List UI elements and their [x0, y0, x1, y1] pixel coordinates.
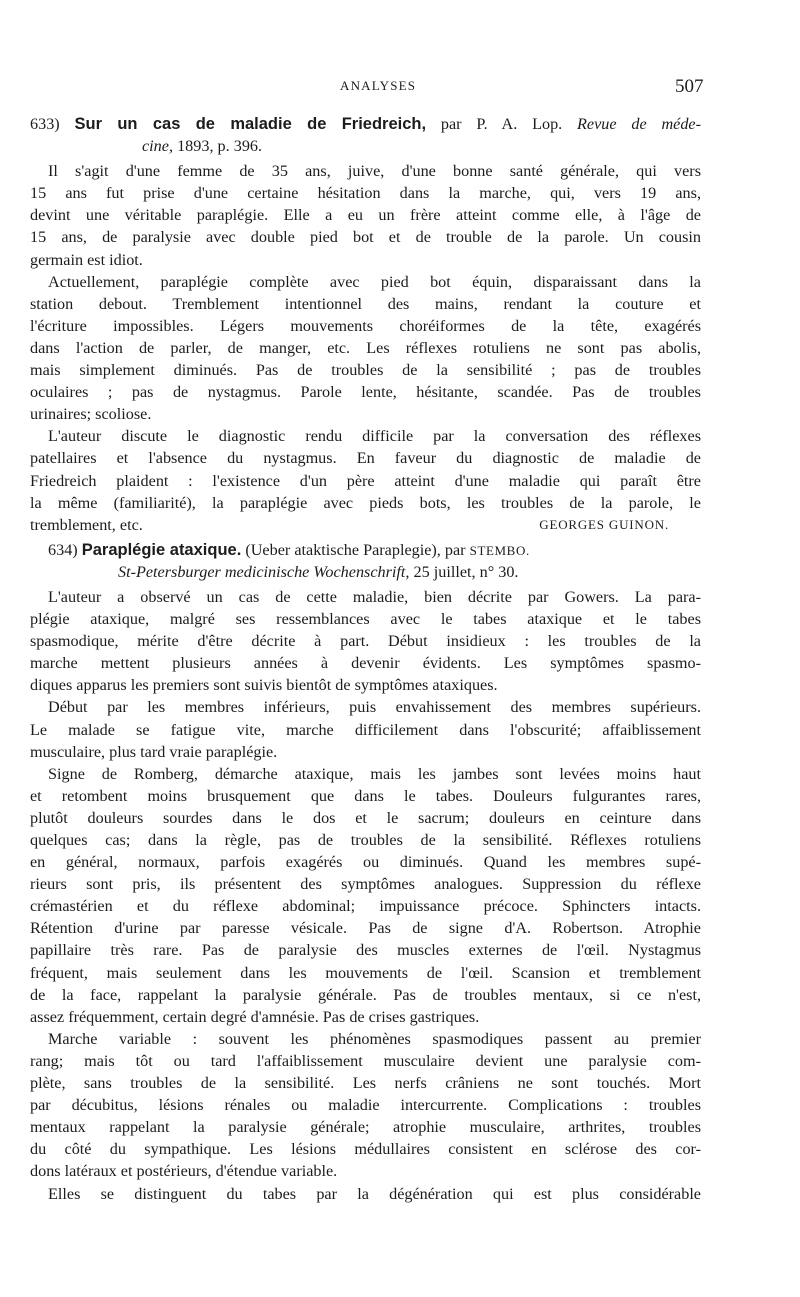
article-number: 633) [30, 115, 60, 133]
author-signature: GEORGES GUINON. [539, 516, 669, 532]
text-line: devint une véritable paraplégie. Elle a eu un frère atteint comme elle, à l'âge de [30, 206, 701, 225]
text-line: L'auteur discute le diagnostic rendu difficile par la conversation des réflexes [48, 427, 701, 446]
text-line: plète, sans troubles de la sensibilité. Les nerfs crâniens ne sont touchés. Mort [30, 1074, 701, 1093]
text-line: Actuellement, paraplégie complète avec pied bot équin, disparaissant dans la [48, 272, 701, 291]
journal-name-cont: cine, [142, 137, 174, 156]
text-line: mais simplement diminués. Pas de troubles de la sensibilité ; pas de troubles [30, 361, 701, 380]
text-line: diques apparus les premiers sont suivis bientôt de symptômes ataxiques. [30, 676, 498, 695]
text-line: tremblement, etc. [30, 515, 143, 534]
article-title: Paraplégie ataxique. [81, 540, 242, 559]
text-line: musculaire, plus tard vraie paraplégie. [30, 742, 278, 761]
text-line: dons latéraux et postérieurs, d'étendue variable. [30, 1162, 338, 1181]
text-line: papillaire très rare. Pas de paralysie des muscles externes de l'œil. Nystagmus [30, 941, 701, 960]
text-line: Début par les membres inférieurs, puis envahissement des membres supérieurs. [48, 698, 701, 717]
article-634-heading [30, 539, 701, 561]
article-634-paragraph-4 [30, 1028, 701, 1183]
text-line: Il s'agit d'une femme de 35 ans, juive, d'une bonne santé générale, qui vers [48, 162, 701, 181]
article-633-reference [30, 135, 701, 157]
text-line: spasmodique, mérite d'être décrite à part. Début insidieux : les troubles de la [30, 632, 701, 651]
text-line: mentaux rappelant la paralysie générale; atrophie musculaire, arthrites, troubles [30, 1118, 701, 1137]
text-line: en général, normaux, parfois exagérés ou diminués. Quand les membres supé- [30, 853, 701, 872]
text-line: Signe de Romberg, démarche ataxique, mais les jambes sont levées moins haut [48, 764, 701, 783]
text-line: Marche variable : souvent les phénomènes spasmodiques passent au premier [48, 1029, 701, 1048]
article-634-paragraph-5 [30, 1183, 701, 1205]
article-634-paragraph-2 [30, 696, 701, 762]
text-line: L'auteur a observé un cas de cette maladie, bien décrite par Gowers. La para- [48, 587, 701, 606]
text-line: patellaires et l'absence du nystagmus. En faveur du diagnostic de maladie de [30, 449, 701, 468]
text-line: Le malade se fatigue vite, marche difficilement dans l'obscurité; affaiblissement [30, 720, 701, 739]
text-line: dans l'action de parler, de manger, etc. Les réflexes rotuliens ne sont pas abolis, [30, 338, 701, 357]
text-line: plutôt douleurs sourdes dans le dos et le sacrum; douleurs en ceinture dans [30, 808, 701, 827]
text-line: fréquent, mais seulement dans les mouvements de l'œil. Scansion et tremblement [30, 963, 701, 982]
text-line: Friedreich plaident : l'existence d'un père atteint d'une maladie qui paraît être [30, 471, 701, 490]
text-line: quelques cas; dans la règle, pas de troubles de la sensibilité. Réflexes rotuliens [30, 831, 701, 849]
text-line: Rétention d'urine par paresse vésicale. Pas de signe d'A. Robertson. Atrophie [30, 919, 701, 938]
text-line: la même (familiarité), la paraplégie avec pieds bots, les troubles de la parole, le [30, 493, 701, 512]
text-line: station debout. Tremblement intentionnel des mains, rendant la couture et [30, 294, 701, 313]
running-title: ANALYSES [340, 78, 417, 93]
text-line-with-signature [30, 514, 701, 536]
page-header [0, 76, 800, 100]
article-number: 634) [48, 540, 78, 559]
text-line: urinaires; scoliose. [30, 405, 152, 424]
text-line: germain est idiot. [30, 250, 143, 269]
text-line: marche mettent plusieurs années à devenir évidents. Les symptômes spasmo- [30, 654, 701, 673]
journal-name: St-Petersburger medicinische Wochenschrift, [118, 562, 410, 581]
text-line: et retombent moins brusquement que dans le tabes. Douleurs fulgurantes rares, [30, 786, 701, 805]
text-line: Elles se distinguent du tabes par la dégénération qui est plus considérable [48, 1184, 701, 1203]
journal-name: Revue de méde- [577, 115, 702, 133]
reference-detail: 1893, p. 396. [177, 137, 263, 156]
article-subtitle: (Ueber ataktische Paraplegie), par [245, 540, 466, 559]
text-line: oculaires ; pas de nystagmus. Parole lente, hésitante, scandée. Pas de troubles [30, 383, 701, 402]
page-number: 507 [675, 76, 704, 97]
reference-detail: 25 juillet, n° 30. [413, 562, 519, 581]
text-line: rang; mais tôt ou tard l'affaiblissement musculaire devient une paralysie com- [30, 1051, 701, 1070]
article-634-paragraph-3 [30, 763, 701, 1028]
article-633-paragraph-1 [30, 160, 701, 270]
article-633-heading [30, 113, 701, 135]
text-line: du côté du sympathique. Les lésions médullaires consistent en sclérose des cor- [30, 1140, 701, 1159]
page-body [30, 113, 701, 1205]
text-line: l'écriture impossibles. Légers mouvements choréiformes de la tête, exagérés [30, 316, 701, 335]
article-633-paragraph-3 [30, 425, 701, 535]
text-line: assez fréquemment, certain degré d'amnésie. Pas de crises gastriques. [30, 1007, 480, 1026]
text-line: de la face, rappelant la paralysie générale. Pas de troubles mentaux, si ce n'est, [30, 985, 701, 1004]
text-line: crémastérien et du réflexe abdominal; impuissance précoce. Sphincters intacts. [30, 897, 701, 916]
article-author: par P. A. Lop. [440, 115, 563, 133]
text-line: par décubitus, lésions rénales ou maladie intercurrente. Complications : troubles [30, 1096, 701, 1115]
article-634-reference [30, 561, 701, 583]
article-634-paragraph-1 [30, 586, 701, 696]
article-title: Sur un cas de maladie de Friedreich, [74, 115, 427, 133]
text-line: 15 ans, de paralysie avec double pied bot et de trouble de la parole. Un cousin [30, 228, 701, 247]
text-line: 15 ans fut prise d'une certaine hésitation dans la marche, qui, vers 19 ans, [30, 184, 701, 203]
text-line: plégie ataxique, malgré ses ressemblances avec le tabes ataxique et le tabes [30, 610, 701, 629]
article-author: STEMBO. [469, 542, 530, 558]
article-633-paragraph-2 [30, 271, 701, 426]
text-line: rieurs sont pris, ils présentent des symptômes analogues. Suppression du réflexe [30, 875, 701, 894]
